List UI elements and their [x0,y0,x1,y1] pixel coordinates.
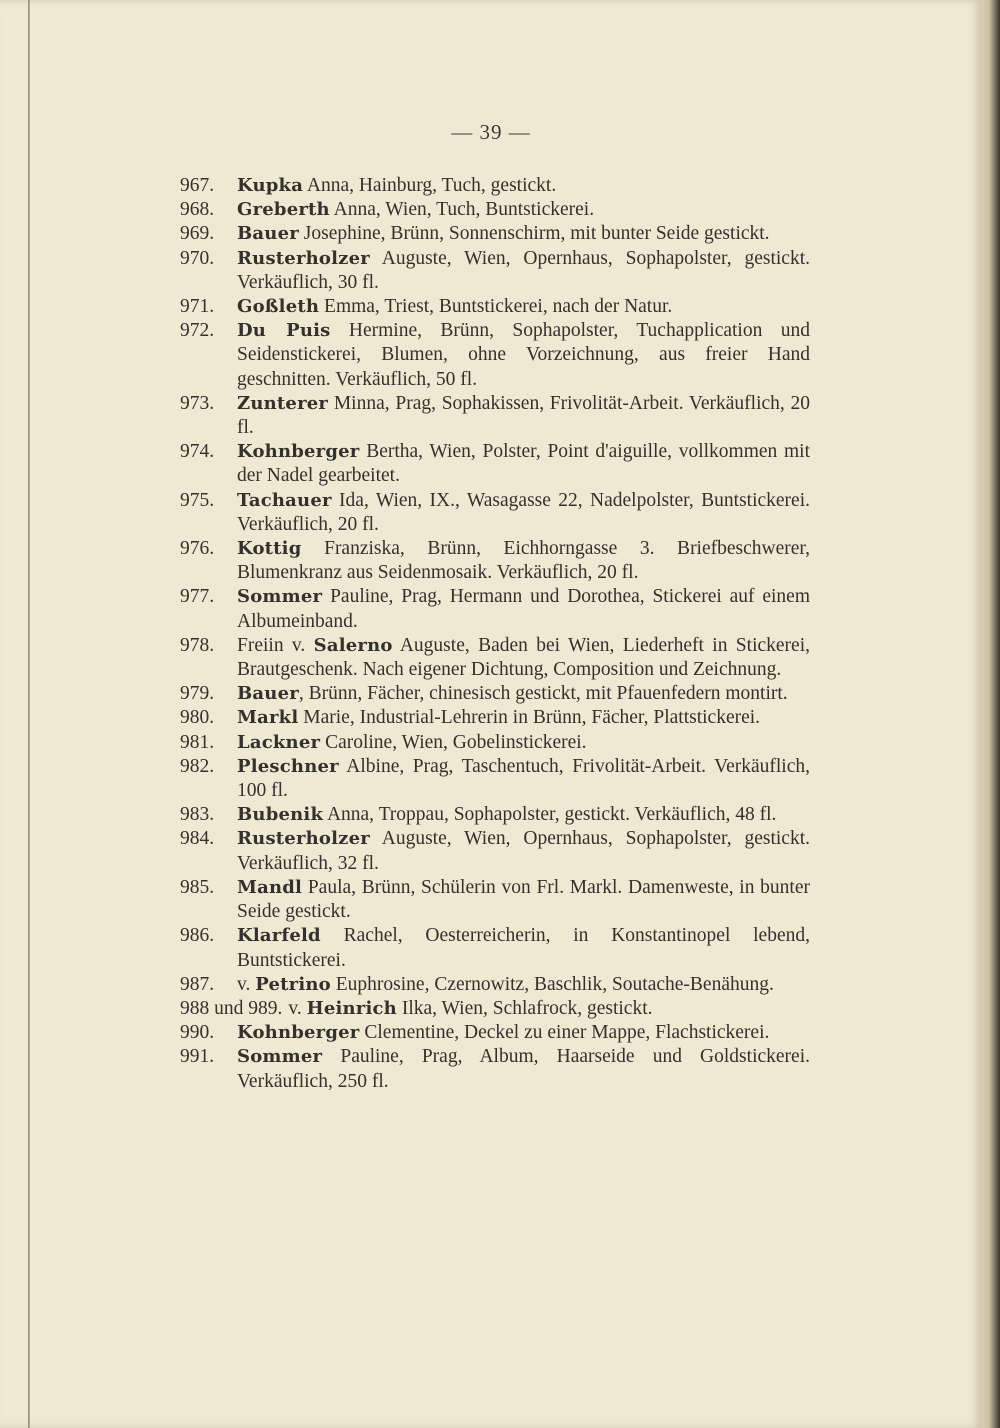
page-edge [982,0,1000,1428]
entry-prefix: v. [237,973,256,995]
catalog-entry [180,731,810,755]
catalog-entry [180,198,810,222]
page-number: — 39 — [451,120,531,144]
exhibitor-name: Lackner [237,731,321,753]
entry-description: Euphrosine, Czernowitz, Baschlik, Soutache-Benähung. [330,973,774,995]
entry-description: Pauline, Prag, Hermann und Dorothea, Stickerei auf einem Albumeinband. [237,586,810,632]
catalog-entries [180,174,810,1094]
exhibitor-name: Tachauer [237,489,332,511]
exhibitor-name: Kupka [237,175,304,196]
catalog-entry [180,1045,810,1093]
catalog-entry [180,634,810,682]
exhibitor-name: Goßleth [237,296,320,318]
entry-number: 977. [180,586,215,608]
entry-description: Hermine, Brünn, Sophapolster, Tuchapplication und Seidenstickerei, Blumen, ohne Vorzeichnung, aus freier Hand geschnitten. Verkäuflich, 50 fl. [237,320,810,390]
exhibitor-name: Pleschner [237,755,339,777]
entry-description: , Brünn, Fächer, chinesisch gestickt, mit Pfauenfedern montirt. [298,683,788,705]
catalog-entry [180,537,810,585]
exhibitor-name: Markl [237,707,299,729]
catalog-entry [180,247,810,295]
entry-description: Josephine, Brünn, Sonnenschirm, mit bunter Seide gestickt. [298,223,770,245]
entry-description: Pauline, Prag, Album, Haarseide und Goldstickerei. Verkäuflich, 250 fl. [237,1046,810,1092]
entry-number: 974. [180,441,215,463]
catalog-entry [180,174,810,198]
entry-number: 978. [180,634,215,656]
exhibitor-name: Rusterholzer [237,247,370,269]
exhibitor-name: Salerno [313,634,393,656]
catalog-entry [180,924,810,972]
exhibitor-name: Bauer [237,683,299,705]
entry-description: Auguste, Wien, Opernhaus, Sophapolster, gestickt. Verkäuflich, 32 fl. [237,828,810,874]
catalog-entry [180,585,810,633]
entry-description: Auguste, Wien, Opernhaus, Sophapolster, gestickt. Verkäuflich, 30 fl. [237,247,810,293]
catalog-entry [180,803,810,827]
catalog-entry [180,827,810,875]
entry-description: Anna, Troppau, Sophapolster, gestickt. Verkäuflich, 48 fl. [323,804,777,826]
entry-number: 973. [180,392,215,414]
entry-number: 967. [180,175,215,196]
exhibitor-name: Bubenik [237,804,324,826]
exhibitor-name: Klarfeld [237,925,321,947]
binding-edge [28,0,30,1428]
entry-description: Minna, Prag, Sophakissen, Frivolität-Arbeit. Verkäuflich, 20 fl. [237,392,810,439]
entry-prefix: Freiin v. [237,634,314,656]
catalog-entry [180,682,810,706]
entry-description: Ida, Wien, IX., Wasagasse 22, Nadelpolster, Buntstickerei. Verkäuflich, 20 fl. [237,489,810,535]
catalog-entry [180,295,810,319]
entry-number: 975. [180,489,215,511]
entry-number: 976. [180,538,215,560]
exhibitor-name: Heinrich [306,997,397,1019]
exhibitor-name: Greberth [237,199,330,221]
catalog-entry [180,440,810,488]
entry-description: Caroline, Wien, Gobelinstickerei. [320,731,587,753]
entry-description: Auguste, Baden bei Wien, Liederheft in Stickerei, Brautgeschenk. Nach eigener Dichtung, Composition und Zeichnung. [237,634,810,681]
catalog-entry [180,222,810,246]
catalog-entry [180,392,810,440]
exhibitor-name: Kohnberger [237,1022,360,1044]
entry-number: 985. [180,876,215,898]
catalog-entry [180,973,810,997]
catalog-entry [180,755,810,803]
entry-number: 981. [180,731,215,753]
exhibitor-name: Mandl [237,876,303,898]
exhibitor-name: Kohnberger [237,441,360,463]
entry-number: 969. [180,223,215,245]
catalog-entry [180,1021,810,1045]
exhibitor-name: Kottig [237,538,302,560]
entry-number: 990. [180,1022,215,1044]
entry-description: Emma, Triest, Buntstickerei, nach der Natur. [319,296,673,318]
entry-description: Ilka, Wien, Schlafrock, gestickt. [396,997,653,1019]
entry-description: Anna, Hainburg, Tuch, gestickt. [303,175,557,196]
exhibitor-name: Du Puis [237,320,331,342]
catalog-entry [180,319,810,392]
entry-number: 980. [180,707,215,729]
entry-description: Clementine, Deckel zu einer Mappe, Flachstickerei. [359,1022,770,1044]
catalog-entry [180,489,810,537]
exhibitor-name: Sommer [237,586,323,608]
entry-number: 972. [180,320,215,342]
entry-number: 986. [180,925,215,947]
entry-number: 979. [180,683,215,705]
catalog-entry [180,997,810,1021]
entry-description: Franziska, Brünn, Eichhorngasse 3. Briefbeschwerer, Blumenkranz aus Seidenmosaik. Verkäuflich, 20 fl. [237,538,810,584]
entry-number: 984. [180,828,215,850]
entry-number: 970. [180,247,215,269]
exhibitor-name: Zunterer [237,392,329,414]
catalog-entry [180,706,810,730]
entry-prefix: v. [288,997,307,1019]
exhibitor-name: Petrino [255,973,331,995]
catalog-entry [180,876,810,924]
entry-description: Albine, Prag, Taschentuch, Frivolität-Arbeit. Verkäuflich, 100 fl. [237,755,810,802]
entry-number: 971. [180,296,215,318]
entry-description: Bertha, Wien, Polster, Point d'aiguille, vollkommen mit der Nadel gearbeitet. [237,441,810,487]
entry-description: Anna, Wien, Tuch, Buntstickerei. [329,199,595,221]
exhibitor-name: Bauer [237,223,299,245]
entry-description: Marie, Industrial-Lehrerin in Brünn, Fächer, Plattstickerei. [298,707,761,729]
entry-number: 991. [180,1046,215,1068]
exhibitor-name: Rusterholzer [237,828,370,850]
entry-number: 987. [180,973,215,995]
entry-number: 982. [180,755,215,777]
entry-number: 968. [180,199,215,221]
entry-description: Rachel, Oesterreicherin, in Konstantinopel lebend, Buntstickerei. [237,925,810,971]
exhibitor-name: Sommer [237,1046,323,1068]
entry-description: Paula, Brünn, Schülerin von Frl. Markl. Damenweste, in bunter Seide gestickt. [237,876,810,923]
entry-number: 988 und 989. [180,997,283,1019]
entry-number: 983. [180,804,215,826]
